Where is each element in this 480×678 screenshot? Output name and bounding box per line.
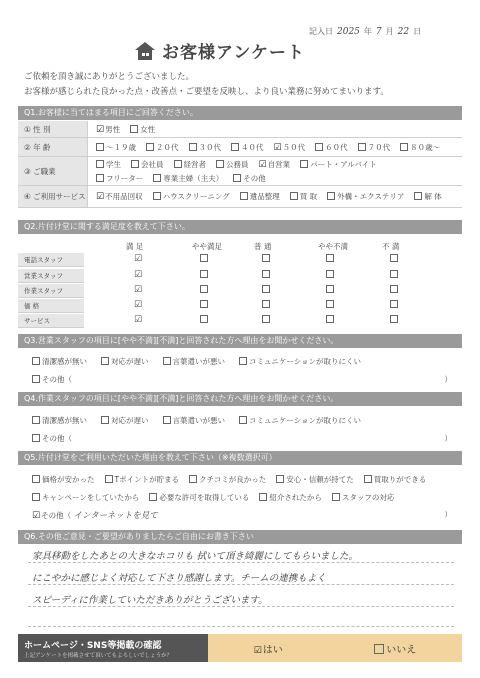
option-label: フリーター (106, 173, 144, 183)
checked-checkbox[interactable]: ☑ (134, 315, 143, 325)
q1-option[interactable] (315, 142, 348, 153)
option-label: 安心・信頼が持てた (286, 475, 354, 484)
checkbox[interactable] (32, 493, 40, 501)
publish-consent-title: ホームページ・SNS等掲載の確認 (24, 641, 162, 651)
checked-checkbox[interactable]: ☑ (134, 270, 143, 280)
option-label: 外構・エクステリア (337, 192, 405, 201)
checkbox[interactable] (327, 192, 335, 200)
checkbox[interactable] (276, 475, 284, 483)
q3-other-label: その他（ (42, 375, 72, 384)
checkbox[interactable] (200, 315, 210, 324)
q2-heading: Q2.片付け堂に関する満足度を教えて下さい。 (18, 220, 462, 234)
page-title: お客様アンケート (162, 43, 305, 63)
checkbox[interactable] (233, 174, 241, 182)
house-icon (134, 41, 156, 61)
q2-column-header: やや不満 (318, 242, 348, 251)
publish-consent-subtitle: 上記アンケートを掲載させて頂いてもよろしいでしょうか？ (24, 653, 173, 659)
checkbox[interactable] (153, 192, 161, 200)
consent-yes-label: はい (262, 644, 283, 656)
checkbox[interactable] (262, 285, 272, 294)
checkbox[interactable] (262, 300, 272, 309)
checkbox[interactable] (32, 475, 40, 483)
q2-column-header: 満 足 (126, 242, 144, 251)
comment-line-1: 家具移動をしたあとの大きなホコリも 拭いて頂き綺麗にしてもらいました。 (32, 551, 359, 562)
checked-checkbox[interactable]: ☑ (96, 124, 105, 135)
option-label: 買 取 (299, 192, 318, 201)
option-label: 言葉遣いが悪い (172, 416, 225, 425)
q1-option[interactable] (96, 142, 136, 153)
q3-option[interactable] (239, 356, 361, 367)
option-label: パート・アルバイト (310, 159, 377, 169)
q5-other-checkmark[interactable]: ☑ (32, 511, 41, 521)
checkbox[interactable] (149, 493, 157, 501)
checkbox[interactable] (200, 285, 210, 294)
checked-checkbox[interactable]: ☑ (96, 192, 105, 202)
entry-year: 2025 (337, 27, 360, 37)
option-label: 必要な許可を取得している (159, 493, 250, 502)
q1-row (18, 186, 462, 208)
q2-row-label: 作業スタッフ (18, 284, 84, 298)
q1-option[interactable] (216, 159, 249, 170)
q4-close-paren: ） (444, 434, 452, 443)
checked-checkbox[interactable]: ☑ (134, 254, 143, 264)
q1-row-label: ④ ご利用サービス (18, 186, 88, 207)
option-label: 会社員 (141, 159, 164, 169)
q2-row-label: 電話スタッフ (18, 253, 84, 267)
checkbox[interactable] (96, 160, 104, 168)
checkbox[interactable] (131, 160, 139, 168)
option-label: ８０歳～ (410, 142, 441, 152)
q5-close-paren: ） (444, 510, 452, 519)
entry-month: 7 (375, 27, 382, 37)
option-label: 男性 (105, 124, 121, 134)
checkbox[interactable] (262, 270, 272, 279)
q3-option[interactable] (101, 356, 149, 367)
option-label: ２０代 (156, 142, 179, 152)
option-label: 清潔感が無い (42, 416, 87, 425)
checkbox[interactable] (101, 416, 109, 424)
q6-heading: Q6.その他ご意見・ご要望がありましたらご自由にお書き下さい (18, 530, 462, 544)
comment-line-2: にこやかに感じよく対応して下さり感謝します。チームの連携もよく (32, 573, 326, 584)
q1-option[interactable] (96, 159, 121, 170)
checkbox[interactable] (105, 475, 113, 483)
q3-option[interactable] (32, 356, 87, 367)
q5-row-1 (32, 474, 426, 485)
checkbox[interactable] (262, 254, 272, 263)
q3-close-paren: ） (444, 375, 452, 384)
title-row (134, 38, 305, 63)
checked-checkbox[interactable]: ☑ (134, 300, 143, 310)
q5-option[interactable] (105, 474, 180, 485)
q2-row-label: 価 格 (18, 299, 84, 313)
option-label: 自営業 (267, 159, 291, 169)
q1-option[interactable] (96, 191, 143, 202)
option-label: 遺品整理 (249, 192, 280, 201)
q5-option[interactable] (259, 492, 322, 503)
checkbox[interactable] (130, 125, 138, 133)
q1-row (18, 138, 462, 157)
comment-line-4-rule (28, 626, 454, 627)
publish-consent-label (18, 634, 208, 662)
q4-option[interactable] (101, 415, 149, 426)
checkbox[interactable] (239, 416, 247, 424)
option-label: ハウスクリーニング (162, 192, 230, 201)
option-label: 公務員 (226, 159, 249, 169)
q4-other-row (32, 433, 452, 444)
q1-option[interactable] (300, 159, 377, 170)
checkbox[interactable] (259, 493, 267, 501)
q5-option[interactable] (332, 492, 395, 503)
q1-option[interactable] (146, 142, 179, 153)
q1-option[interactable] (290, 191, 317, 202)
checked-checkbox[interactable]: ☑ (258, 159, 267, 170)
q1-option[interactable] (231, 142, 264, 153)
option-label: 買取りができる (373, 475, 427, 484)
checkbox[interactable] (315, 143, 323, 151)
intro-text (24, 70, 464, 100)
checkbox[interactable] (326, 254, 336, 263)
comment-line-2-rule (28, 584, 454, 585)
q3-option[interactable] (163, 356, 226, 367)
consent-yes-option[interactable]: ☑はい (253, 644, 283, 656)
q4-option[interactable] (32, 415, 87, 426)
consent-no-label: いいえ (386, 644, 417, 656)
option-label: 専業主婦（主夫） (163, 173, 224, 183)
checkbox[interactable] (400, 143, 408, 151)
entry-date (309, 26, 421, 37)
q1-row-label: ③ ご職業 (18, 157, 88, 185)
option-label: 紹介されたから (269, 493, 322, 502)
checkbox[interactable] (163, 416, 171, 424)
option-label: コミュニケーションが取りにくい (249, 357, 362, 366)
option-label: ～１９歳 (106, 142, 136, 152)
entry-day: 22 (397, 27, 410, 37)
checkbox[interactable] (163, 357, 171, 365)
checkbox[interactable] (189, 475, 197, 483)
q3-other-row (32, 374, 452, 385)
option-label: 解 体 (424, 192, 442, 201)
option-label: その他 (243, 173, 266, 183)
checkbox[interactable] (390, 254, 400, 263)
checkbox[interactable] (231, 143, 239, 151)
q1-option[interactable] (174, 159, 207, 170)
comment-line-3: スピーディに作業していただきありがとうございます。 (32, 595, 268, 606)
q5-option[interactable] (32, 474, 95, 485)
q2-column-header: 不 満 (382, 242, 400, 251)
q5-heading: Q5.片付け堂をご利用いただいた理由を教えて下さい（※複数選択可） (18, 451, 462, 465)
checkbox[interactable] (326, 300, 336, 309)
intro-line-2: お客様が感じられた良かった点・改善点・ご要望を反映し、より良い業務に努めてまいります。 (24, 87, 389, 97)
checkbox[interactable] (32, 357, 40, 365)
survey-sheet (14, 0, 466, 678)
q5-other-handwritten: インターネットを見て (73, 511, 158, 521)
q5-option[interactable] (149, 492, 249, 503)
checked-checkbox[interactable]: ☑ (134, 285, 143, 295)
option-label: キャンペーンをしていたから (42, 493, 140, 502)
q1-option[interactable] (96, 124, 120, 135)
option-label: 清潔感が無い (42, 357, 87, 366)
q1-option[interactable] (414, 191, 441, 202)
year-unit: 年 (363, 27, 372, 36)
q5-option[interactable] (32, 492, 139, 503)
checkbox[interactable] (390, 300, 400, 309)
checkbox[interactable] (262, 315, 272, 324)
q1-row (18, 157, 462, 186)
option-label: ５０代 (282, 142, 306, 152)
q4-heading: Q4.作業スタッフの項目に[やや不満][不満]と回答された方へ理由をお聞かせください。 (18, 392, 462, 406)
checkbox[interactable] (326, 285, 336, 294)
q1-option[interactable] (189, 142, 222, 153)
checkbox[interactable] (414, 192, 422, 200)
checkbox[interactable] (390, 285, 400, 294)
q1-heading: Q1.お客様に当てはまる項目にご回答ください。 (18, 106, 462, 120)
option-label: 言葉遣いが悪い (172, 357, 225, 366)
checkbox[interactable] (200, 300, 210, 309)
checkbox[interactable] (174, 160, 182, 168)
q3-options (32, 356, 361, 367)
checkbox[interactable] (358, 143, 366, 151)
publish-consent-bar (18, 634, 462, 662)
q1-option[interactable] (327, 191, 404, 202)
q2-column-header: 普 通 (254, 242, 272, 251)
entry-date-label: 記入日 (309, 27, 333, 36)
option-label: コミュニケーションが取りにくい (249, 416, 362, 425)
option-label: 女性 (140, 124, 156, 134)
q1-option[interactable] (240, 191, 280, 202)
option-label: 対応が遅い (111, 357, 149, 366)
q4-options (32, 415, 361, 426)
consent-no-option[interactable] (374, 641, 416, 656)
q3-other-checkbox[interactable] (32, 375, 40, 383)
option-label: ６０代 (325, 142, 348, 152)
month-unit: 月 (385, 27, 394, 36)
q1-option[interactable] (358, 142, 391, 153)
comment-line-3-rule (28, 606, 454, 607)
checkbox[interactable] (326, 315, 336, 324)
q4-other-label: その他（ (42, 434, 72, 443)
q1-row-label: ② 年 齢 (18, 138, 88, 156)
option-label: 価格が安かった (42, 475, 95, 484)
checkbox[interactable] (153, 174, 161, 182)
q2-column-header: やや満足 (192, 242, 222, 251)
checkbox[interactable] (32, 416, 40, 424)
intro-line-1: ご依頼を頂き誠にありがとうございました。 (24, 72, 195, 82)
q1-option[interactable] (130, 124, 155, 135)
q5-other-row (32, 509, 452, 521)
q3-heading: Q3.営業スタッフの項目に[やや不満][不満]と回答された方へ理由をお聞かせください。 (18, 334, 462, 348)
checkbox[interactable] (240, 192, 248, 200)
q4-option[interactable] (163, 415, 226, 426)
q5-option[interactable] (189, 474, 266, 485)
q5-row-2 (32, 492, 394, 503)
checkbox[interactable] (290, 192, 298, 200)
checkbox[interactable] (300, 160, 308, 168)
q1-option[interactable] (274, 142, 306, 153)
option-label: 経営者 (183, 159, 206, 169)
checkbox[interactable] (332, 493, 340, 501)
checked-checkbox[interactable]: ☑ (273, 142, 282, 153)
option-label: スタッフの対応 (341, 493, 395, 502)
q1-row (18, 121, 462, 138)
q1-option[interactable] (259, 159, 291, 170)
q1-option[interactable] (233, 173, 266, 184)
q1-option[interactable] (131, 159, 164, 170)
checkbox[interactable] (146, 143, 154, 151)
checkbox[interactable] (96, 174, 104, 182)
q1-option[interactable] (96, 173, 143, 184)
checkbox[interactable] (390, 315, 400, 324)
option-label: 対応が遅い (111, 416, 149, 425)
checkbox[interactable] (200, 270, 210, 279)
checkbox[interactable] (239, 357, 247, 365)
option-label: ４０代 (241, 142, 264, 152)
q5-other-label: その他（ (41, 511, 72, 520)
publish-consent-options (208, 634, 462, 662)
option-label: ３０代 (198, 142, 221, 152)
q1-option[interactable] (153, 191, 230, 202)
q5-option[interactable] (364, 474, 427, 485)
q4-option[interactable] (239, 415, 361, 426)
q2-row-label: 営業スタッフ (18, 269, 84, 283)
option-label: 不用品回収 (105, 192, 143, 201)
checkbox[interactable] (96, 143, 104, 151)
option-label: Tポイントが貯まる (114, 475, 180, 484)
q4-other-checkbox[interactable] (32, 434, 40, 442)
checkbox[interactable] (101, 357, 109, 365)
day-unit: 日 (413, 27, 422, 36)
checkbox[interactable] (189, 143, 197, 151)
q1-row-label: ① 性 別 (18, 121, 88, 137)
option-label: 学生 (106, 159, 121, 169)
comment-line-1-rule (28, 562, 454, 563)
q5-option[interactable] (276, 474, 354, 485)
checkbox[interactable] (364, 475, 372, 483)
q1-option[interactable] (153, 173, 223, 184)
checkbox[interactable] (390, 270, 400, 279)
option-label: ７０代 (367, 142, 391, 152)
checkbox[interactable] (326, 270, 336, 279)
checkbox[interactable] (216, 160, 224, 168)
q1-option[interactable] (400, 142, 440, 153)
checkbox[interactable] (200, 254, 210, 263)
q2-row-label: サービス (18, 314, 84, 328)
option-label: クチコミが良かった (199, 475, 267, 484)
